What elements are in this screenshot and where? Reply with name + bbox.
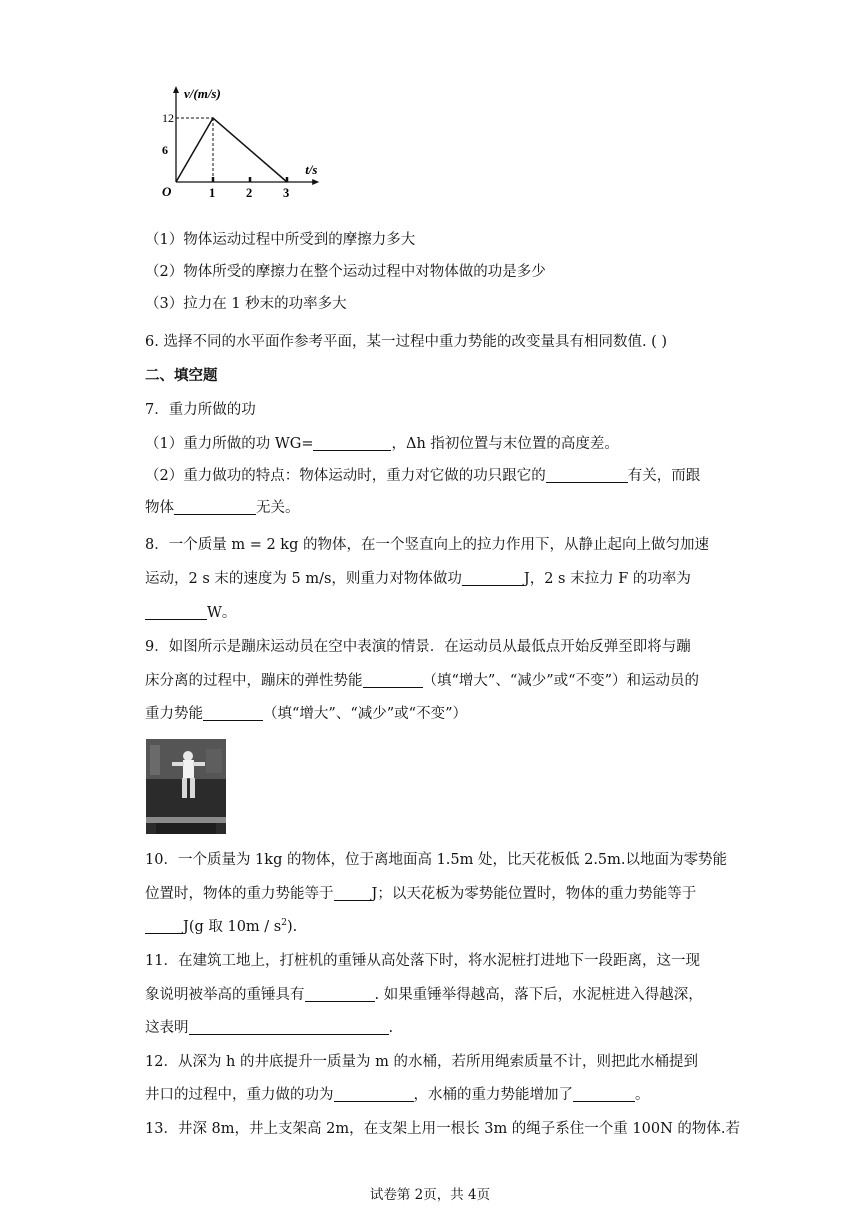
q7-part1-text-a: （1）重力所做的功 WG= <box>145 436 314 452</box>
answer-blank[interactable] <box>174 499 256 515</box>
q9-text-d: 重力势能 <box>145 706 203 722</box>
q11-text-d: 这表明 <box>145 1020 189 1036</box>
trampoline-photo <box>146 739 226 834</box>
q11-text-c: . 如果重锤举得越高，落下后，水泥桩进入得越深， <box>374 987 703 1003</box>
q7-part1 <box>145 434 619 454</box>
q10-line2 <box>145 884 696 904</box>
q7-part2-text-d: 无关。 <box>256 500 300 516</box>
q8-line2 <box>145 569 691 589</box>
answer-blank[interactable] <box>189 1019 389 1035</box>
y-tick-label: 12 <box>162 111 174 126</box>
q10-line3 <box>145 917 297 937</box>
q12-line1: 12．从深为 h 的井底提升一质量为 m 的水桶，若所用绳索质量不计，则把此水桶提到 <box>145 1054 698 1070</box>
velocity-time-chart <box>160 84 350 202</box>
y-axis-arrow <box>173 86 179 93</box>
x-tick-label: 1 <box>209 186 216 200</box>
question-6: 6. 选择不同的水平面作参考平面，某一过程中重力势能的改变量具有相同数值. ( ) <box>145 334 668 350</box>
q10-text-b: 位置时，物体的重力势能等于 <box>145 886 334 902</box>
q10-exponent: 2 <box>281 918 287 929</box>
q8-text-c: J，2 s 末拉力 F 的功率为 <box>523 571 691 587</box>
answer-blank[interactable] <box>145 604 207 620</box>
q7-part1-text-b: ，Δh 指初位置与末位置的高度差。 <box>391 436 619 452</box>
q10-text-d: J(g 取 10m / s <box>183 919 282 935</box>
q11-line3 <box>145 1018 393 1038</box>
velocity-line <box>176 118 287 182</box>
x-axis-label: t/s <box>305 162 318 177</box>
q8-text-d: W。 <box>207 605 237 621</box>
q10-line1: 10．一个质量为 1kg 的物体，位于离地面高 1.5m 处，比天花板低 2.5m.以地面为零势能 <box>145 852 728 868</box>
q12-text-b: 井口的过程中，重力做的功为 <box>145 1087 334 1103</box>
answer-blank[interactable] <box>313 435 391 451</box>
answer-blank[interactable] <box>334 885 372 901</box>
q8-text-b: 运动，2 s 末的速度为 5 m/s，则重力对物体做功 <box>145 571 462 587</box>
y-axis-label: v/(m/s) <box>184 86 221 101</box>
q9-text-c: （填“增大”、“减少”或“不变”）和运动员的 <box>422 673 699 689</box>
answer-blank[interactable] <box>145 918 183 934</box>
q12-text-d: 。 <box>635 1087 650 1103</box>
x-tick-label: 2 <box>246 186 253 200</box>
q10-text-f: ). <box>286 919 298 935</box>
q8-line3 <box>145 603 236 623</box>
q12-text-c: ，水桶的重力势能增加了 <box>413 1087 573 1103</box>
q11-line2 <box>145 985 703 1005</box>
q5-part1: （1）物体运动过程中所受到的摩擦力多大 <box>145 232 416 248</box>
answer-blank[interactable] <box>363 672 423 688</box>
q9-line2 <box>145 671 699 691</box>
x-axis-arrow <box>312 179 319 185</box>
origin-label: O <box>162 184 172 199</box>
q9-line3 <box>145 704 467 724</box>
q11-line1: 11．在建筑工地上，打桩机的重锤从高处落下时，将水泥桩打进地下一段距离，这一现 <box>145 953 700 969</box>
q7-part2-text-c: 物体 <box>145 500 174 516</box>
question-13: 13．井深 8m，井上支架高 2m，在支架上用一根长 3m 的绳子系住一个重 100N 的物体.若 <box>145 1121 740 1137</box>
y-tick-label: 6 <box>162 143 168 158</box>
page-footer: 试卷第 2页，共 4页 <box>369 1187 491 1203</box>
q7-part2-text-a: （2）重力做功的特点：物体运动时，重力对它做的功只跟它的 <box>145 468 546 484</box>
answer-blank[interactable] <box>546 467 628 483</box>
answer-blank[interactable] <box>203 705 263 721</box>
q8-line1: 8．一个质量 m = 2 kg 的物体，在一个竖直向上的拉力作用下，从静止起向上做匀加速 <box>145 537 709 553</box>
x-tick-label: 3 <box>283 186 290 200</box>
answer-blank[interactable] <box>462 570 524 586</box>
q10-text-c: J；以天花板为零势能位置时，物体的重力势能等于 <box>371 886 697 902</box>
answer-blank[interactable] <box>334 1086 414 1102</box>
q11-text-e: . <box>388 1020 394 1036</box>
q7-part2 <box>145 466 700 486</box>
q9-line1: 9．如图所示是蹦床运动员在空中表演的情景．在运动员从最低点开始反弹至即将与蹦 <box>145 639 691 655</box>
question-7: 7．重力所做的功 <box>145 402 256 418</box>
q5-part2: （2）物体所受的摩擦力在整个运动过程中对物体做的功是多少 <box>145 264 546 280</box>
q12-line2 <box>145 1085 650 1105</box>
q9-text-b: 床分离的过程中，蹦床的弹性势能 <box>145 673 363 689</box>
q7-part2-text-b: 有关，而跟 <box>627 468 701 484</box>
q9-text-e: （填“增大”、“减少”或“不变”） <box>263 706 467 722</box>
q11-text-b: 象说明被举高的重锤具有 <box>145 987 305 1003</box>
section-heading-fill-blank: 二、填空题 <box>145 367 218 384</box>
q7-part2-cont <box>145 498 300 518</box>
answer-blank[interactable] <box>573 1086 635 1102</box>
answer-blank[interactable] <box>305 986 375 1002</box>
chart-plot-area <box>162 86 319 200</box>
q5-part3: （3）拉力在 1 秒末的功率多大 <box>145 296 347 312</box>
